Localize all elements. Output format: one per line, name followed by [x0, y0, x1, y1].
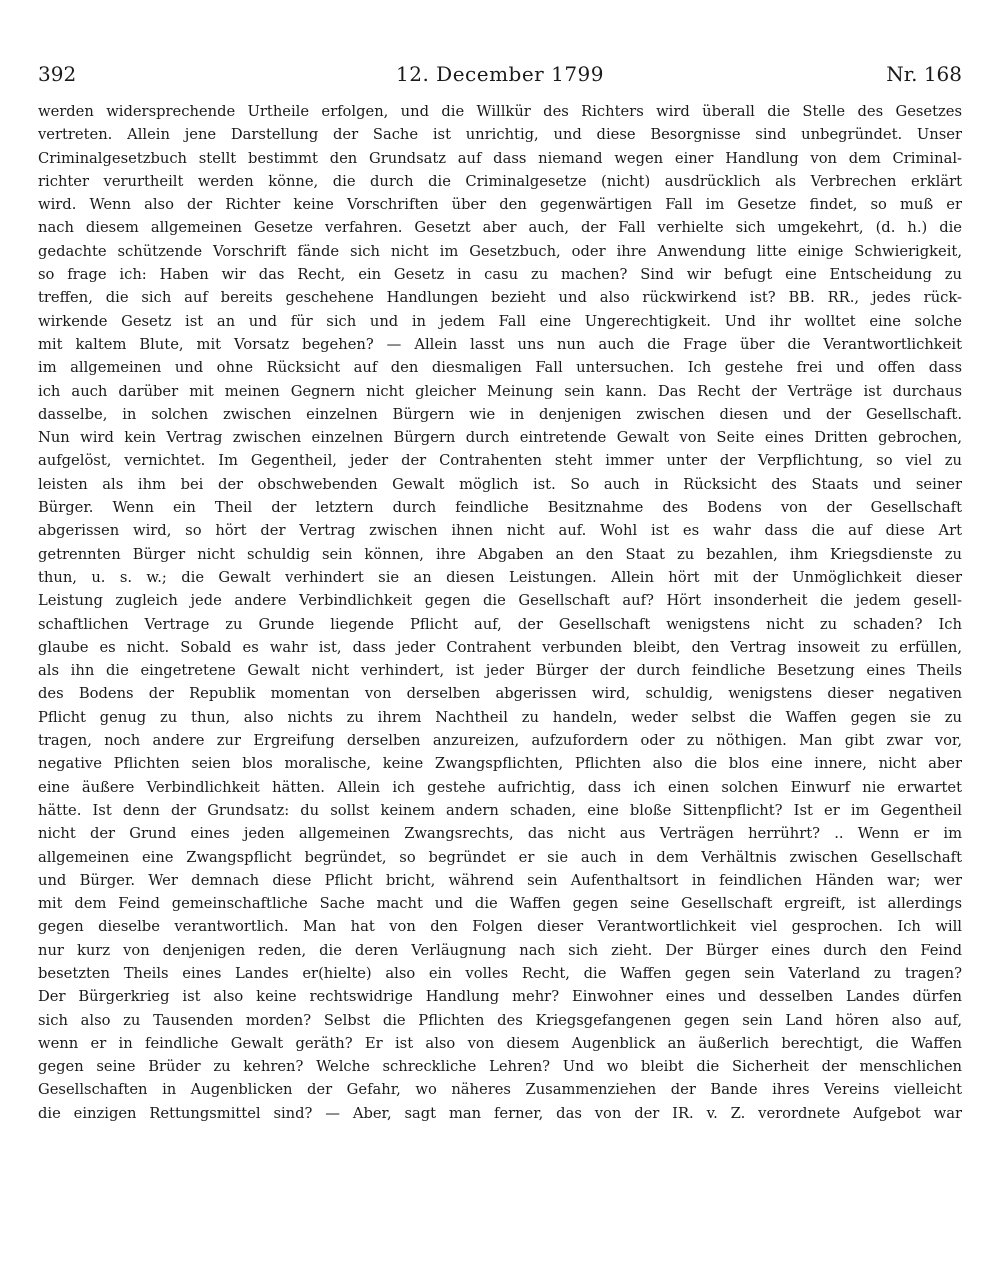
text-line: Criminalgesetzbuch stellt bestimmt den Grundsatz auf dass niemand wegen einer Handlung von dem Criminal-: [38, 149, 962, 167]
text-line: Gesellschaften in Augenblicken der Gefahr, wo näheres Zusammenziehen der Bande ihres Vereins vielleicht: [38, 1081, 962, 1099]
text-line: leisten als ihm bei der obschwebenden Gewalt möglich ist. So auch in Rücksicht des Staats und seiner: [38, 475, 962, 493]
text-line: wird. Wenn also der Richter keine Vorschriften über den gegenwärtigen Fall im Gesetze findet, so muß er: [38, 196, 962, 214]
text-line: getrennten Bürger nicht schuldig sein können, ihre Abgaben an den Staat zu bezahlen, ihm Kriegsdienste zu: [38, 545, 962, 563]
page-date: 12. December 1799: [396, 62, 604, 86]
text-line: wirkende Gesetz ist an und für sich und in jedem Fall eine Ungerechtigkeit. Und ihr wolltet eine solche: [38, 312, 962, 330]
page-number: 392: [38, 62, 77, 86]
text-line: sich also zu Tausenden morden? Selbst die Pflichten des Kriegsgefangenen gegen sein Land hören also auf,: [38, 1011, 962, 1029]
text-line: Bürger. Wenn ein Theil der letztern durch feindliche Besitznahme des Bodens von der Gesellschaft: [38, 499, 962, 517]
text-line: allgemeinen eine Zwangspflicht begründet, so begründet er sie auch in dem Verhältnis zwischen Gesellschaft: [38, 848, 962, 866]
text-line: hätte. Ist denn der Grundsatz: du sollst keinem andern schaden, eine bloße Sittenpflicht? Ist er im Gegentheil: [38, 801, 962, 819]
text-line: gegen seine Brüder zu kehren? Welche schreckliche Lehren? Und wo bleibt die Sicherheit der menschlichen: [38, 1058, 962, 1076]
text-line: Pflicht genug zu thun, also nichts zu ihrem Nachtheil zu handeln, weder selbst die Waffen gegen sie zu: [38, 708, 962, 726]
text-line: Leistung zugleich jede andere Verbindlichkeit gegen die Gesellschaft auf? Hört insonderheit die jedem gesell-: [38, 592, 962, 610]
issue-number: Nr. 168: [886, 62, 962, 86]
text-line: negative Pflichten seien blos moralische, keine Zwangspflichten, Pflichten also die blos eine innere, nicht aber: [38, 755, 962, 773]
text-line: als ihn die eingetretene Gewalt nicht verhindert, ist jeder Bürger der durch feindliche Besetzung eines Theils: [38, 662, 962, 680]
body-text: [38, 100, 962, 1125]
text-line: thun, u. s. w.; die Gewalt verhindert sie an diesen Leistungen. Allein hört mit der Unmöglichkeit dieser: [38, 568, 962, 586]
text-line: dasselbe, in solchen zwischen einzelnen Bürgern wie in denjenigen zwischen diesen und der Gesellschaft.: [38, 405, 962, 423]
text-line: mit dem Feind gemeinschaftliche Sache macht und die Waffen gegen seine Gesellschaft ergreift, ist allerdings: [38, 895, 962, 913]
text-line: nicht der Grund eines jeden allgemeinen Zwangsrechts, das nicht aus Verträgen herrührt? .. Wenn er im: [38, 825, 962, 843]
text-line: vertreten. Allein jene Darstellung der Sache ist unrichtig, und diese Besorgnisse sind unbegründet. Unser: [38, 126, 962, 144]
text-line: werden widersprechende Urtheile erfolgen, und die Willkür des Richters wird überall die Stelle des Gesetzes: [38, 103, 962, 120]
text-line: schaftlichen Vertrage zu Grunde liegende Pflicht auf, der Gesellschaft wenigstens nicht zu schaden? Ich: [38, 615, 962, 633]
text-line: aufgelöst, vernichtet. Im Gegentheil, jeder der Contrahenten steht immer unter der Verpflichtung, so viel zu: [38, 452, 962, 470]
text-line: nach diesem allgemeinen Gesetze verfahren. Gesetzt aber auch, der Fall verhielte sich umgekehrt, (d. h.) die: [38, 219, 962, 237]
text-line: die einzigen Rettungsmittel sind? — Aber, sagt man ferner, das von der IR. v. Z. verordnete Aufgebot war: [38, 1104, 962, 1122]
text-line: gegen dieselbe verantwortlich. Man hat von den Folgen dieser Verantwortlichkeit viel gesprochen. Ich will: [38, 918, 962, 936]
page-header: [38, 62, 962, 92]
text-line: so frage ich: Haben wir das Recht, ein Gesetz in casu zu machen? Sind wir befugt eine Entscheidung zu: [38, 266, 962, 284]
text-line: richter verurtheilt werden könne, die durch die Criminalgesetze (nicht) ausdrücklich als Verbrechen erklärt: [38, 172, 962, 190]
text-line: mit kaltem Blute, mit Vorsatz begehen? — Allein lasst uns nun auch die Frage über die Verantwortlichkeit: [38, 335, 962, 353]
text-line: gedachte schützende Vorschrift fände sich nicht im Gesetzbuch, oder ihre Anwendung litte einige Schwierigkeit,: [38, 242, 962, 260]
text-line: besetzten Theils eines Landes er(hielte) also ein volles Recht, die Waffen gegen sein Vaterland zu tragen?: [38, 964, 962, 982]
text-line: tragen, noch andere zur Ergreifung derselben anzureizen, aufzufordern oder zu nöthigen. Man gibt zwar vor,: [38, 732, 962, 750]
text-line: eine äußere Verbindlichkeit hätten. Allein ich gestehe aufrichtig, dass ich einen solchen Einwurf nie erwartet: [38, 778, 962, 796]
text-line: des Bodens der Republik momentan von derselben abgerissen wird, schuldig, wenigstens dieser negativen: [38, 685, 962, 703]
text-line: abgerissen wird, so hört der Vertrag zwischen ihnen nicht auf. Wohl ist es wahr dass die auf diese Art: [38, 522, 962, 540]
text-line: im allgemeinen und ohne Rücksicht auf den diesmaligen Fall untersuchen. Ich gestehe frei und offen dass: [38, 359, 962, 377]
text-line: Der Bürgerkrieg ist also keine rechtswidrige Handlung mehr? Einwohner eines und desselben Landes dürfen: [38, 988, 962, 1006]
text-line: treffen, die sich auf bereits geschehene Handlungen bezieht und also rückwirkend ist? BB. RR., jedes rück-: [38, 289, 962, 307]
text-line: wenn er in feindliche Gewalt geräth? Er ist also von diesem Augenblick an äußerlich berechtigt, die Waffen: [38, 1034, 962, 1052]
text-line: glaube es nicht. Sobald es wahr ist, dass jeder Contrahent verbunden bleibt, den Vertrag insoweit zu erfüllen,: [38, 638, 962, 656]
text-line: ich auch darüber mit meinen Gegnern nicht gleicher Meinung sein kann. Das Recht der Verträge ist durchaus: [38, 382, 962, 400]
text-line: nur kurz von denjenigen reden, die deren Verläugnung nach sich zieht. Der Bürger eines durch den Feind: [38, 941, 962, 959]
text-line: und Bürger. Wer demnach diese Pflicht bricht, während sein Aufenthaltsort in feindlichen Händen war; wer: [38, 871, 962, 889]
text-line: Nun wird kein Vertrag zwischen einzelnen Bürgern durch eintretende Gewalt von Seite eines Dritten gebrochen,: [38, 429, 962, 447]
